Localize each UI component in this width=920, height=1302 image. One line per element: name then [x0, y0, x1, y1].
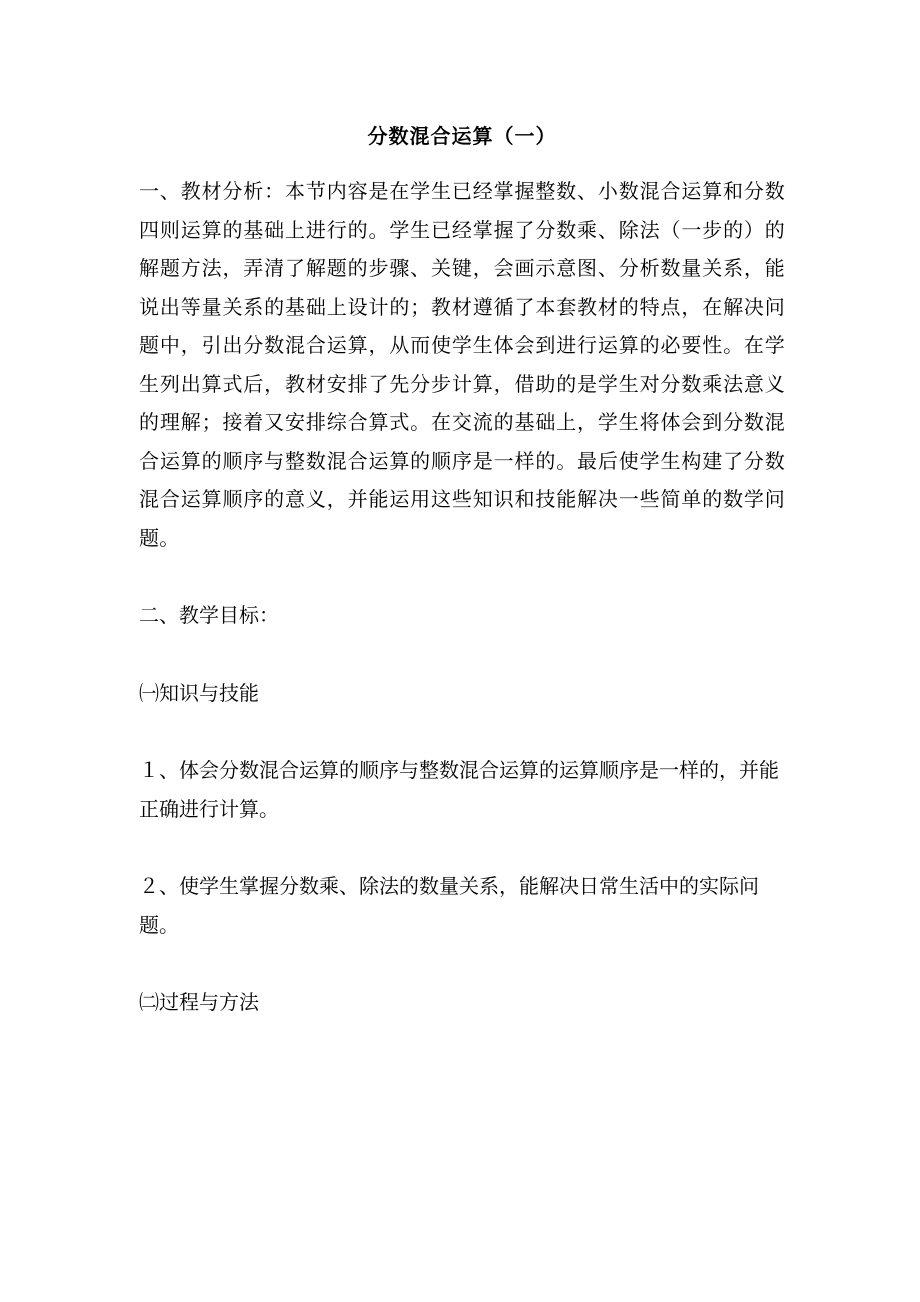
objective-item-1-text: 体会分数混合运算的顺序与整数混合运算的运算顺序是一样的，并能正确进行计算。	[139, 758, 779, 821]
section1-body: 本节内容是在学生已经掌握整数、小数混合运算和分数四则运算的基础上进行的。学生已经掌握了分数乘、除法（一步的）的解题方法，弄清了解题的步骤、关键，会画示意图、分析数量关系，能说出等量关系的基础上设计的；教材遵循了本套教材的特点，在解决问题中，引出分数混合运算，从而使学生体会到进行运算的必要性。在学生列出算式后，教材安排了先分步计算，借助的是学生对分数乘法意义的理解；接着又安排综合算式。在交流的基础上，学生将体会到分数混合运算的顺序与整数混合运算的顺序是一样的。最后使学生构建了分数混合运算顺序的意义，并能运用这些知识和技能解决一些简单的数学问题。	[139, 179, 785, 550]
objective-item-1-number: １、	[139, 758, 179, 782]
spacer	[139, 944, 785, 983]
spacer	[139, 712, 785, 751]
section2-heading: 二、教学目标：	[139, 603, 279, 627]
document-title: 分数混合运算（一）	[367, 124, 557, 148]
spacer	[139, 635, 785, 674]
section1-paragraph	[139, 172, 785, 557]
spacer	[139, 828, 785, 867]
objective-item-2	[139, 867, 785, 944]
objective-item-2-number: ２、	[139, 874, 179, 898]
spacer	[139, 557, 785, 596]
objective-item-2-text: 使学生掌握分数乘、除法的数量关系，能解决日常生活中的实际问题。	[139, 874, 759, 937]
document-content	[139, 118, 785, 1022]
objective-item-1	[139, 751, 785, 828]
subsection2-heading: ㈡过程与方法	[139, 990, 259, 1014]
subsection1-heading: ㈠知识与技能	[139, 680, 259, 705]
section1-heading: 一、教材分析：	[139, 179, 286, 203]
